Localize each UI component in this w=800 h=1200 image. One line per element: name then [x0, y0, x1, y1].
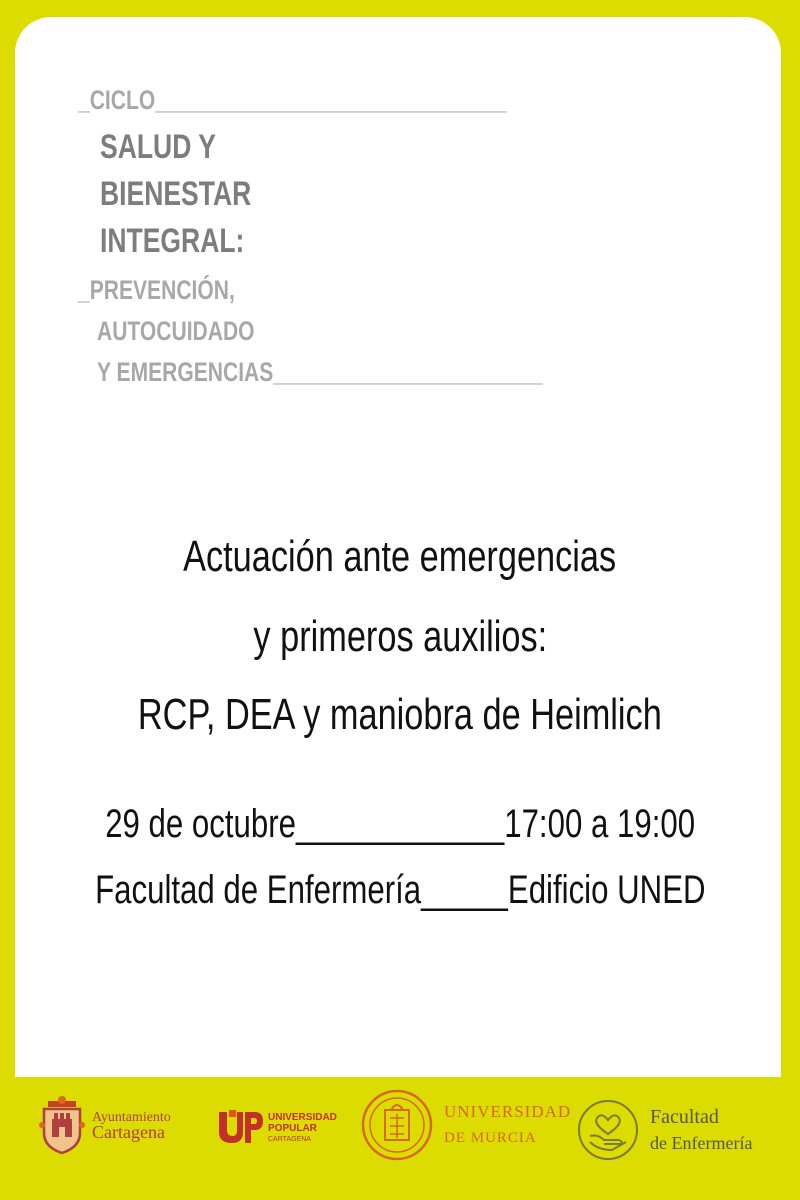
cartagena-label: Cartagena [92, 1122, 165, 1142]
up-monogram-icon [217, 1110, 263, 1146]
cartagena-coat-of-arms-icon [38, 1095, 86, 1155]
ciclo-title-line-3: INTEGRAL: [100, 222, 245, 260]
ciclo-label: _CICLO______________________________ [78, 85, 507, 115]
logo-facultad-enfermeria [576, 1098, 752, 1162]
ciclo-subtitle-line-1: _PREVENCIÓN, [78, 275, 235, 305]
facultad-label-1: Facultad [650, 1106, 719, 1128]
ciclo-title-line-2: BIENESTAR [100, 175, 252, 213]
event-location: Facultad de Enfermería_____Edificio UNED [94, 868, 706, 912]
up-label-1: UNIVERSIDAD [268, 1111, 337, 1123]
logo-universidad-popular [217, 1110, 337, 1146]
ayuntamiento-label: Ayuntamiento [92, 1110, 171, 1125]
heart-hand-icon [576, 1098, 640, 1162]
logo-ayuntamiento-cartagena [38, 1095, 171, 1155]
facultad-label-2: de Enfermería [650, 1133, 753, 1153]
event-title-line-1: Actuación ante emergencias [183, 532, 617, 581]
event-date-time: 29 de octubre____________17:00 a 19:00 [105, 802, 695, 846]
up-label-2: POPULAR [268, 1122, 317, 1134]
ciclo-subtitle-line-2: AUTOCUIDADO [97, 316, 255, 346]
logo-universidad-murcia [360, 1088, 571, 1162]
event-title-line-2: y primeros auxilios: [253, 612, 547, 661]
um-label-1: UNIVERSIDAD [444, 1102, 572, 1121]
up-label-3: CARTAGENA [268, 1135, 311, 1143]
ciclo-title-line-1: SALUD Y [100, 128, 216, 166]
ciclo-subtitle-line-3: Y EMERGENCIAS_______________________ [97, 357, 543, 387]
murcia-seal-icon [360, 1088, 434, 1162]
um-label-2: DE MURCIA [444, 1130, 537, 1146]
event-title-line-3: RCP, DEA y maniobra de Heimlich [138, 690, 662, 739]
